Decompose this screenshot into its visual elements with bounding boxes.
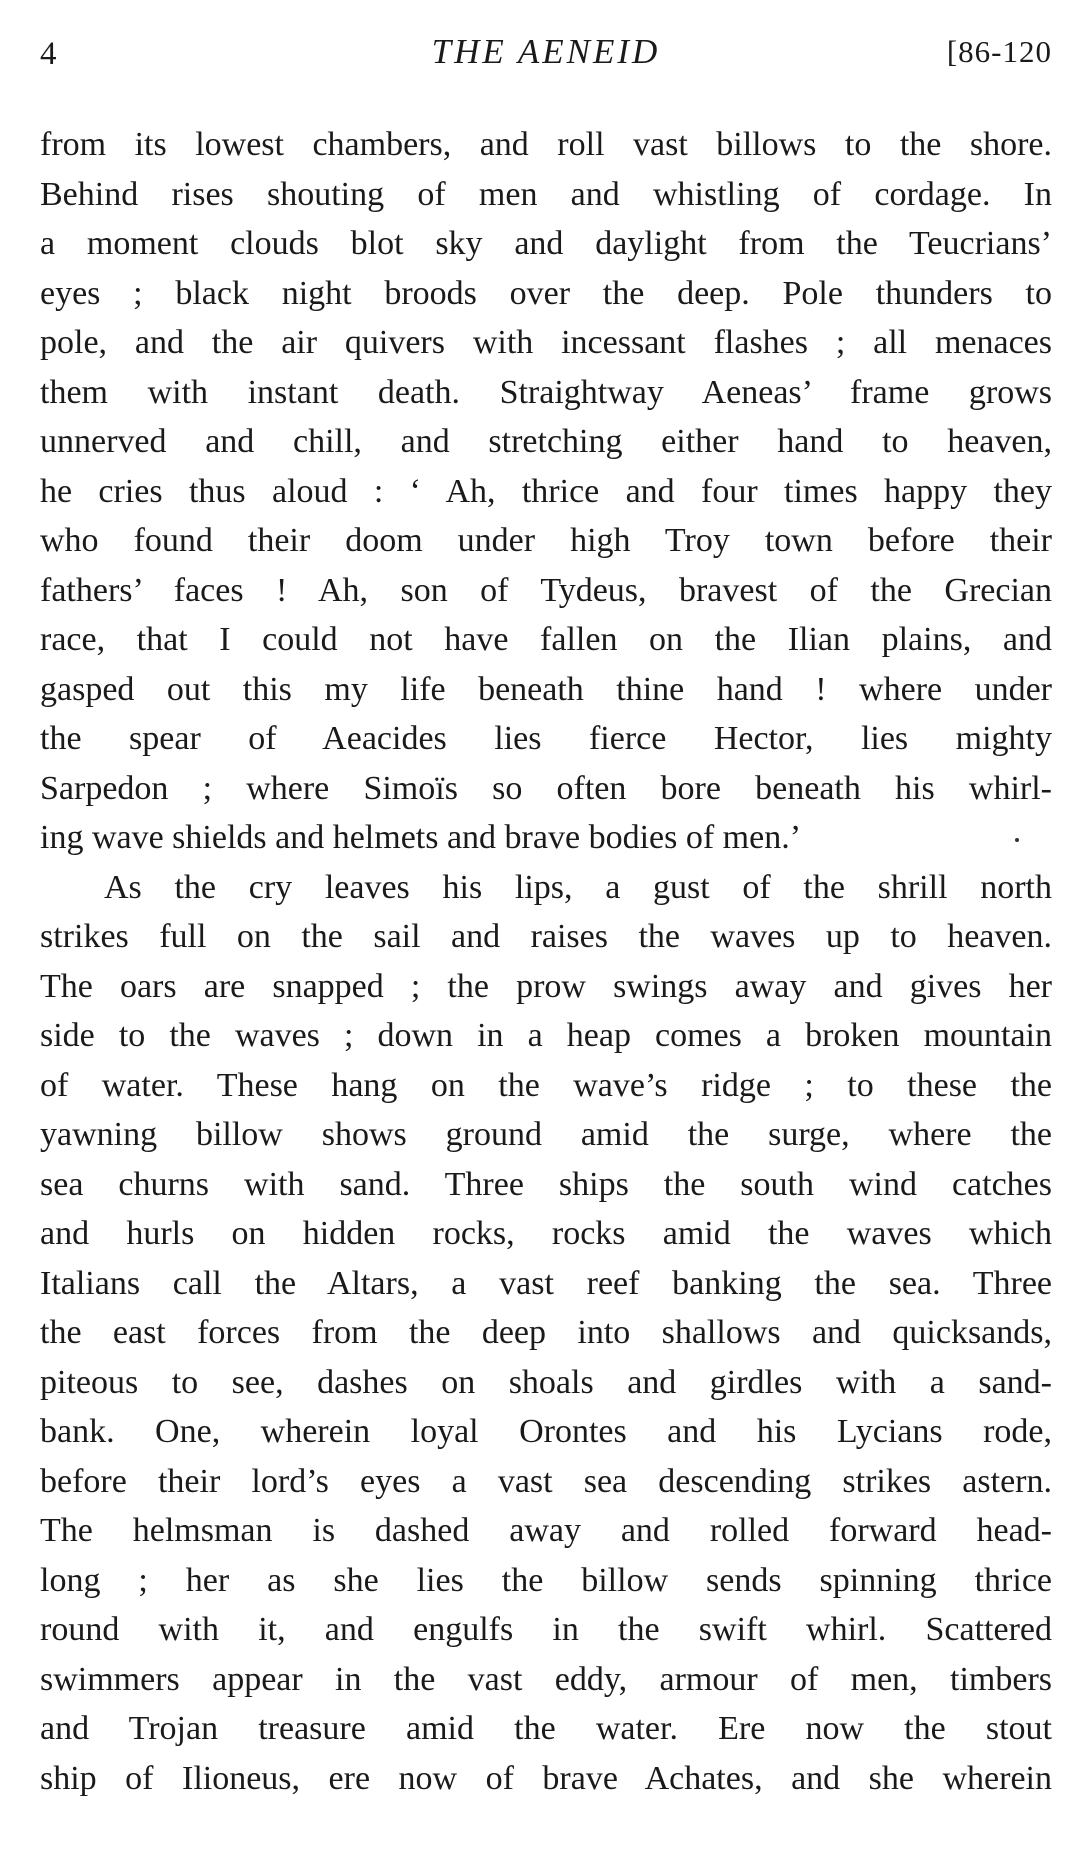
- line-range: [86-120: [946, 34, 1052, 69]
- text-line: them with instant death. Straightway Aeneas’ frame grows: [40, 373, 1052, 411]
- text-line: the east forces from the deep into shallows and quicksands,: [40, 1314, 1052, 1351]
- text-line: sea churns with sand. Three ships the south wind catches: [40, 1165, 1052, 1203]
- page-header: [40, 32, 1052, 82]
- text-line: race, that I could not have fallen on the Ilian plains, and: [40, 621, 1052, 658]
- text-line: yawning billow shows ground amid the surge, where the: [40, 1116, 1052, 1153]
- text-line: ship of Ilioneus, ere now of brave Achates, and she wherein: [40, 1759, 1052, 1797]
- text-line: gasped out this my life beneath thine hand ! where under: [40, 670, 1052, 708]
- text-line: a moment clouds blot sky and daylight from the Teucrians’: [40, 225, 1052, 262]
- text-line: piteous to see, dashes on shoals and girdles with a sand-: [40, 1363, 1052, 1401]
- running-title: THE AENEID: [431, 32, 661, 71]
- text-line: and hurls on hidden rocks, rocks amid the waves which: [40, 1215, 1052, 1252]
- text-line: As the cry leaves his lips, a gust of the shrill north: [104, 868, 1052, 906]
- text-line: The helmsman is dashed away and rolled forward head-: [40, 1512, 1052, 1549]
- text-line: of water. These hang on the wave’s ridge ; to these the: [40, 1066, 1052, 1104]
- text-line: the spear of Aeacides lies fierce Hector, lies mighty: [40, 720, 1052, 757]
- text-line: Sarpedon ; where Simoïs so often bore beneath his whirl-: [40, 769, 1052, 807]
- text-line: The oars are snapped ; the prow swings away and gives her: [40, 967, 1052, 1005]
- text-line: pole, and the air quivers with incessant flashes ; all menaces: [40, 324, 1052, 361]
- text-line: strikes full on the sail and raises the waves up to heaven.: [40, 918, 1052, 955]
- page-number: 4: [40, 36, 57, 72]
- text-line: before their lord’s eyes a vast sea descending strikes astern.: [40, 1462, 1052, 1500]
- stray-mark: [1015, 838, 1019, 842]
- text-line: fathers’ faces ! Ah, son of Tydeus, bravest of the Grecian: [40, 571, 1052, 609]
- text-line: side to the waves ; down in a heap comes a broken mountain: [40, 1017, 1052, 1054]
- text-line: swimmers appear in the vast eddy, armour of men, timbers: [40, 1660, 1052, 1698]
- text-line: bank. One, wherein loyal Orontes and his Lycians rode,: [40, 1413, 1052, 1450]
- text-line: who found their doom under high Troy town before their: [40, 522, 1052, 559]
- text-line: eyes ; black night broods over the deep. Pole thunders to: [40, 274, 1052, 312]
- text-line: from its lowest chambers, and roll vast billows to the shore.: [40, 126, 1052, 163]
- text-line: unnerved and chill, and stretching either hand to heaven,: [40, 423, 1052, 460]
- text-line: round with it, and engulfs in the swift whirl. Scattered: [40, 1611, 1052, 1648]
- text-line: ing wave shields and helmets and brave bodies of men.’: [40, 819, 802, 856]
- body-text: [40, 120, 1052, 1803]
- text-line: Italians call the Altars, a vast reef banking the sea. Three: [40, 1264, 1052, 1302]
- text-line: he cries thus aloud : ‘ Ah, thrice and four times happy they: [40, 472, 1052, 510]
- text-line: and Trojan treasure amid the water. Ere now the stout: [40, 1710, 1052, 1747]
- text-line: long ; her as she lies the billow sends spinning thrice: [40, 1561, 1052, 1599]
- text-line: Behind rises shouting of men and whistling of cordage. In: [40, 175, 1052, 213]
